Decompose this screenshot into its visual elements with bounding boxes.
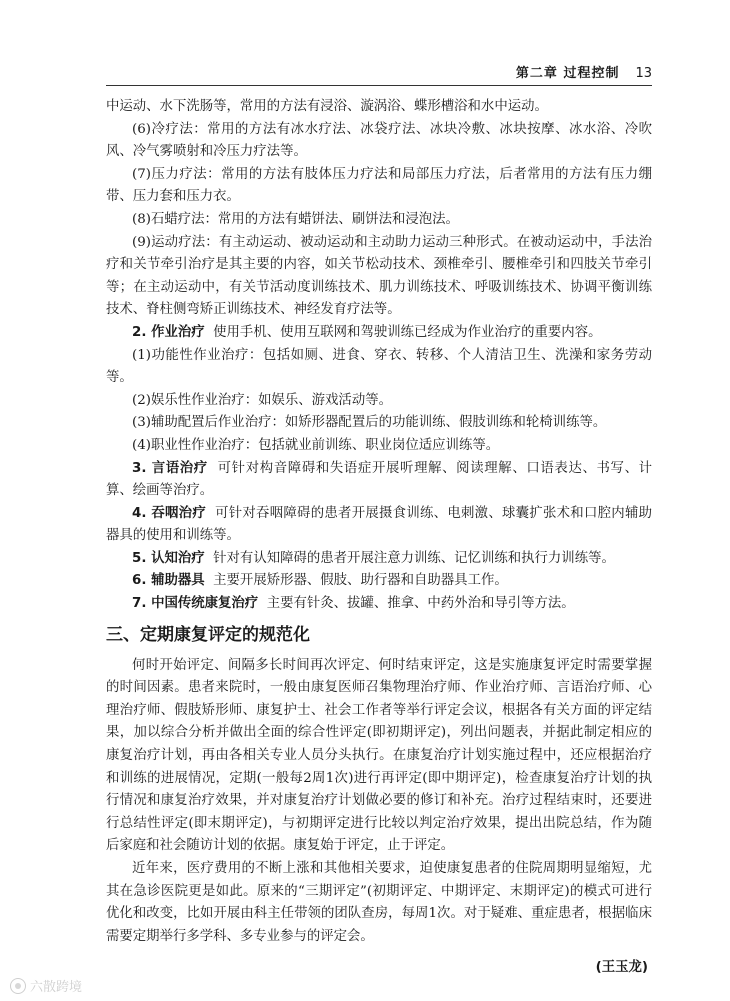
author-signature: (王玉龙) [595,960,648,976]
therapy-heading: 6. 辅助器具 [132,573,205,589]
therapy-heading: 4. 吞咽治疗 [132,505,206,521]
page-header [106,57,652,86]
occupational-item: (4)职业性作业治疗：包括就业前训练、职业岗位适应训练等。 [132,437,500,453]
therapy-heading: 5. 认知治疗 [132,550,205,566]
therapy-text: 可针对构音障碍和失语症开展听理解、阅读理解、口语表达、书写、计算、绘画等治疗。 [106,460,652,499]
therapy-text: 针对有认知障碍的患者开展注意力训练、记忆训练和执行力训练等。 [213,550,615,566]
occupational-therapy-paragraph [106,322,652,345]
occupational-item: (1)功能性作业治疗：包括如厕、进食、穿衣、转移、个人清洁卫生、洗澡和家务劳动等。 [106,347,652,386]
watermark-logo-icon [10,978,26,994]
body-paragraph: 中运动、水下洗肠等，常用的方法有浸浴、漩涡浴、蝶形槽浴和水中运动。 [106,99,548,114]
occupational-therapy-heading: 2. 作业治疗 [132,324,205,340]
therapy-heading: 3. 言语治疗 [132,460,208,476]
page-number: 13 [635,66,652,81]
swallowing-therapy-paragraph [106,503,652,548]
therapy-text: 主要开展矫形器、假肢、助行器和自助器具工作。 [213,573,508,589]
therapy-text: 可针对吞咽障碍的患者开展摄食训练、电刺激、球囊扩张术和口腔内辅助器具的使用和训练等。 [106,505,652,544]
section-paragraph: 何时开始评定、间隔多长时间再次评定、何时结束评定，这是实施康复评定时需要掌握的时间因素。患者来院时，一般由康复医师召集物理治疗师、作业治疗师、言语治疗师、心理治疗师、假肢矫形师、康复护士、社会工作者等举行评定会议，根据各有关方面的评定结果，加以综合分析并做出全面的综合性评定(即初期评定)，列出问题表，并据此制定相应的康复治疗计划，再由各相关专业人员分头执行。在康复治疗计划实施过程中，还应根据治疗和训练的进展情况，定期(一般每2周1次)进行再评定(即中期评定)，检查康复治疗计划的执行情况和康复治疗效果，并对康复治疗计划做必要的修订和补充。治疗过程结束时，还要进行总结性评定(即末期评定)，与初期评定进行比较以判定治疗效果，提出出院总结，作为随后家庭和社会随访计划的依据。康复始于评定，止于评定。 [106,657,652,854]
occupational-item: (2)娱乐性作业治疗：如娱乐、游戏活动等。 [132,392,392,408]
speech-therapy-paragraph [106,458,652,503]
section-heading: 三、定期康复评定的规范化 [106,624,310,645]
list-item-cold-therapy: (6)冷疗法：常用的方法有冰水疗法、冰袋疗法、冰块冷敷、冰块按摩、冰水浴、冷吹风、冷气雾喷射和冷压力疗法等。 [106,121,652,160]
occupational-therapy-text: 使用手机、使用互联网和驾驶训练已经成为作业治疗的重要内容。 [213,324,602,340]
occupational-item: (3)辅助配置后作业治疗：如矫形器配置后的功能训练、假肢训练和轮椅训练等。 [132,415,607,431]
section-paragraph: 近年来，医疗费用的不断上涨和其他相关要求，迫使康复患者的住院周期明显缩短，尤其在急诊医院更是如此。原来的“三期评定”(初期评定、中期评定、末期评定)的模式可进行优化和改变，比如开展由科主任带领的团队查房，每周1次。对于疑难、重症患者，根据临床需要定期举行多学科、多专业参与的评定会。 [106,861,652,944]
watermark-text: 六散跨境 [30,980,83,995]
chapter-title: 第二章 过程控制 [515,66,620,81]
therapy-heading: 7. 中国传统康复治疗 [132,596,259,612]
page-body [106,96,652,980]
traditional-rehab-paragraph [106,593,652,616]
assistive-devices-paragraph [106,570,652,593]
therapy-text: 主要有针灸、拔罐、推拿、中药外治和导引等方法。 [266,596,575,612]
cognitive-therapy-paragraph [106,548,652,571]
watermark [10,976,82,995]
list-item-pressure-therapy: (7)压力疗法：常用的方法有肢体压力疗法和局部压力疗法，后者常用的方法有压力绷带、压力套和压力衣。 [106,166,652,205]
list-item-paraffin-therapy: (8)石蜡疗法：常用的方法有蜡饼法、刷饼法和浸泡法。 [132,211,459,227]
list-item-exercise-therapy: (9)运动疗法：有主动运动、被动运动和主动助力运动三种形式。在被动运动中，手法治疗和关节牵引治疗是其主要的内容，如关节松动技术、颈椎牵引、腰椎牵引和四肢关节牵引等；在主动运动中，有关节活动度训练技术、肌力训练技术、呼吸训练技术、协调平衡训练技术、脊柱侧弯矫正训练技术、神经发育疗法等。 [106,234,652,318]
